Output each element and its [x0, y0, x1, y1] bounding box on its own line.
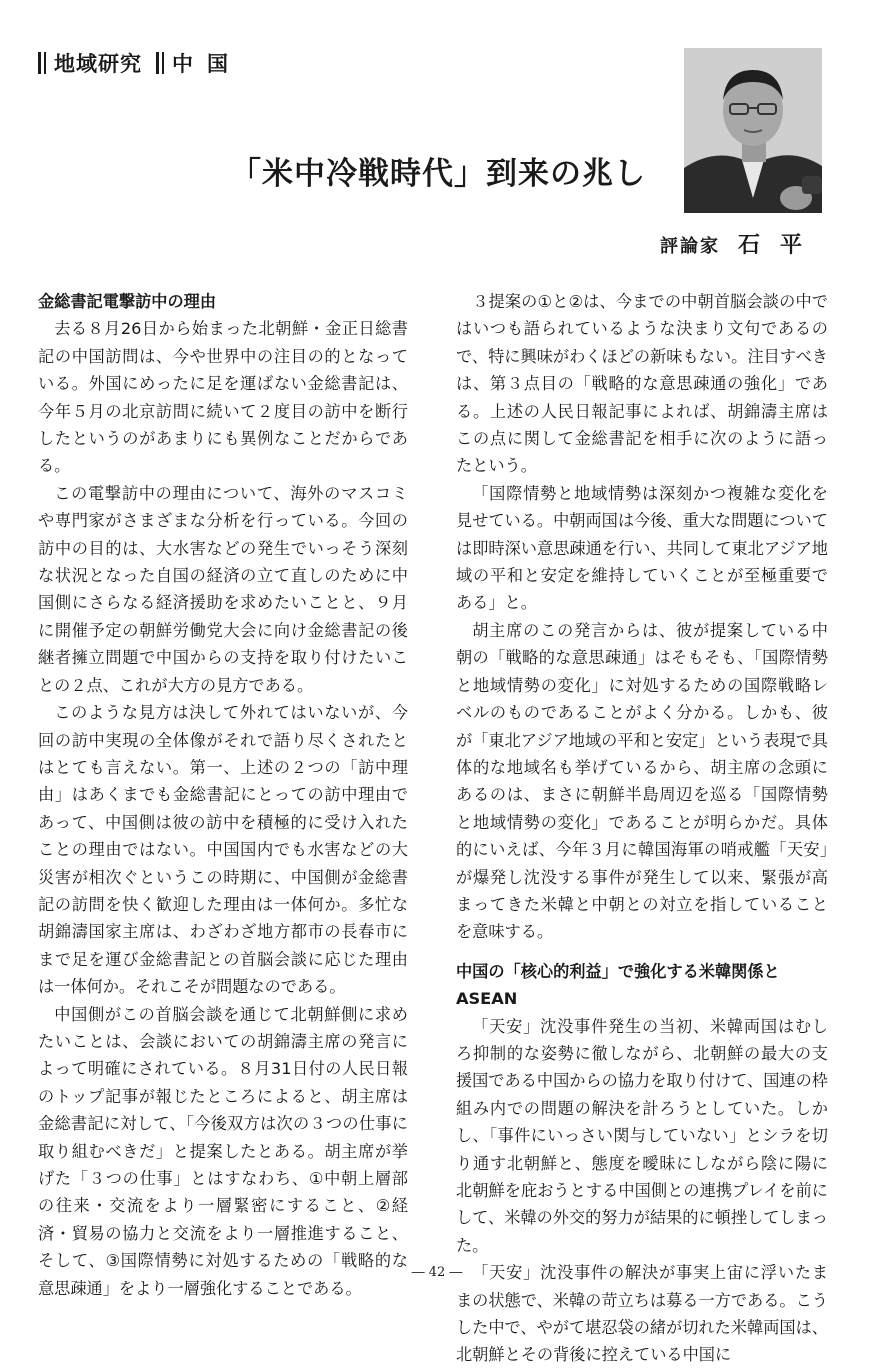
left-column — [38, 288, 408, 1302]
header-bar-mark — [38, 52, 41, 74]
paragraph: このような見方は決して外れてはいないが、今回の訪中実現の全体像がそれで語り尽くされたとはとても言えない。第一、上述の２つの「訪中理由」はあくまでも金総書記にとっての訪中理由であって、中国側は彼の訪中を積極的に受け入れたことの理由ではない。中国国内でも水害などの大災害が相次ぐというこの時期に、中国側が金総書記の訪問を快く歓迎した理由は一体何か。多忙な胡錦濤国家主席は、わざわざ地方都市の長春市にまで足を運び金総書記との首脳会談に応じた理由は一体何か。それこそが問題なのである。 — [38, 703, 408, 997]
author-name: 石平 — [737, 232, 822, 258]
paragraph: 「天安」沈没事件の解決が事実上宙に浮いたままの状態で、米韓の苛立ちは募る一方である。こうした中で、やがて堪忍袋の緒が切れた米韓両国は、北朝鮮とその背後に控えている中国に — [456, 1263, 828, 1365]
author-role: 評論家 — [659, 236, 720, 257]
paragraph: 去る８月26日から始まった北朝鮮・金正日総書記の中国訪問は、今や世界中の注目の的となっている。外国にめったに足を運ばない金総書記は、今年５月の北京訪問に続いて２度目の訪中を断行したというのがあまりにも異例なことだからである。 — [38, 319, 408, 476]
header-bar-mark — [156, 52, 159, 74]
section-label: 地域研究 — [54, 52, 142, 76]
subheading: 中国の「核心的利益」で強化する米韓関係とASEAN — [456, 961, 780, 1009]
right-column — [456, 288, 828, 1369]
author-photo — [684, 48, 822, 213]
article-title: 「米中冷戦時代」到来の兆し — [230, 155, 646, 192]
header-bar-mark — [44, 52, 46, 74]
paragraph: 中国側がこの首脳会談を通じて北朝鮮側に求めたいことは、会談においての胡錦濤主席の発言によって明確にされている。８月31日付の人民日報のトップ記事が報じたところによると、胡主席は金総書記に対して、「今後双方は次の３つの仕事に取り組むべきだ」と提案したとある。胡主席が挙げた「３つの仕事」とはすなわち、①中朝上層部の往来・交流をより一層緊密にすること、②経済・貿易の協力と交流をより一層推進すること、そして、③国際情勢に対処するための「戦略的な意思疎通」をより一層強化することである。 — [38, 1004, 408, 1298]
section-header — [38, 48, 242, 78]
page-number: ― 42 ― — [411, 1265, 463, 1280]
author-byline — [660, 228, 822, 259]
portrait-image — [684, 48, 822, 213]
country-label: 中国 — [172, 52, 242, 76]
paragraph: 「天安」沈没事件発生の当初、米韓両国はむしろ抑制的な姿勢に徹しながら、北朝鮮の最大の支援国である中国からの協力を取り付けて、国連の枠組み内での問題の解決を計ろうとしていた。しかし、「事件にいっさい関与していない」とシラを切り通す北朝鮮と、態度を曖昧にしながら陰に陽に北朝鮮を庇おうとする中国側との連携プレイを前にして、米韓の外交的努力が結果的に頓挫してしまった。 — [456, 1016, 828, 1255]
paragraph: 胡主席のこの発言からは、彼が提案している中朝の「戦略的な意思疎通」はそもそも、「国際情勢と地域情勢の変化」に対処するための国際戦略レベルのものであることがよく分かる。しかも、彼が「東北アジア地域の平和と安定」という表現で具体的な地域名も挙げているから、胡主席の念頭にあるのは、まさに朝鮮半島周辺を巡る「国際情勢と地域情勢の変化」であることが明らかだ。具体的にいえば、今年３月に韓国海軍の哨戒艦「天安」が爆発し沈没する事件が発生して以来、緊張が高まってきた米韓と中朝との対立を指していることを意味する。 — [456, 620, 828, 942]
paragraph: 「国際情勢と地域情勢は深刻かつ複雑な変化を見せている。中朝両国は今後、重大な問題については即時深い意思疎通を行い、共同して東北アジア地域の平和と安定を維持していくことが至極重要である」と。 — [456, 483, 828, 613]
paragraph: ３提案の①と②は、今までの中朝首脳会談の中ではいつも語られているような決まり文句であるので、特に興味がわくほどの新味もない。注目すべきは、第３点目の「戦略的な意思疎通の強化」である。上述の人民日報記事によれば、胡錦濤主席はこの点に関して金総書記を相手に次のように語ったという。 — [456, 292, 828, 476]
header-bar-mark — [162, 52, 164, 74]
paragraph: この電撃訪中の理由について、海外のマスコミや専門家がさまざまな分析を行っている。今回の訪中の目的は、大水害などの発生でいっそう深刻な状況となった自国の経済の立て直しのために中国側にさらなる経済援助を求めたいことと、９月に開催予定の朝鮮労働党大会に向け金総書記の後継者擁立問題で中国からの支持を取り付けたいことの２点、これが大方の見方である。 — [38, 483, 408, 695]
subheading: 金総書記電撃訪中の理由 — [38, 292, 217, 311]
